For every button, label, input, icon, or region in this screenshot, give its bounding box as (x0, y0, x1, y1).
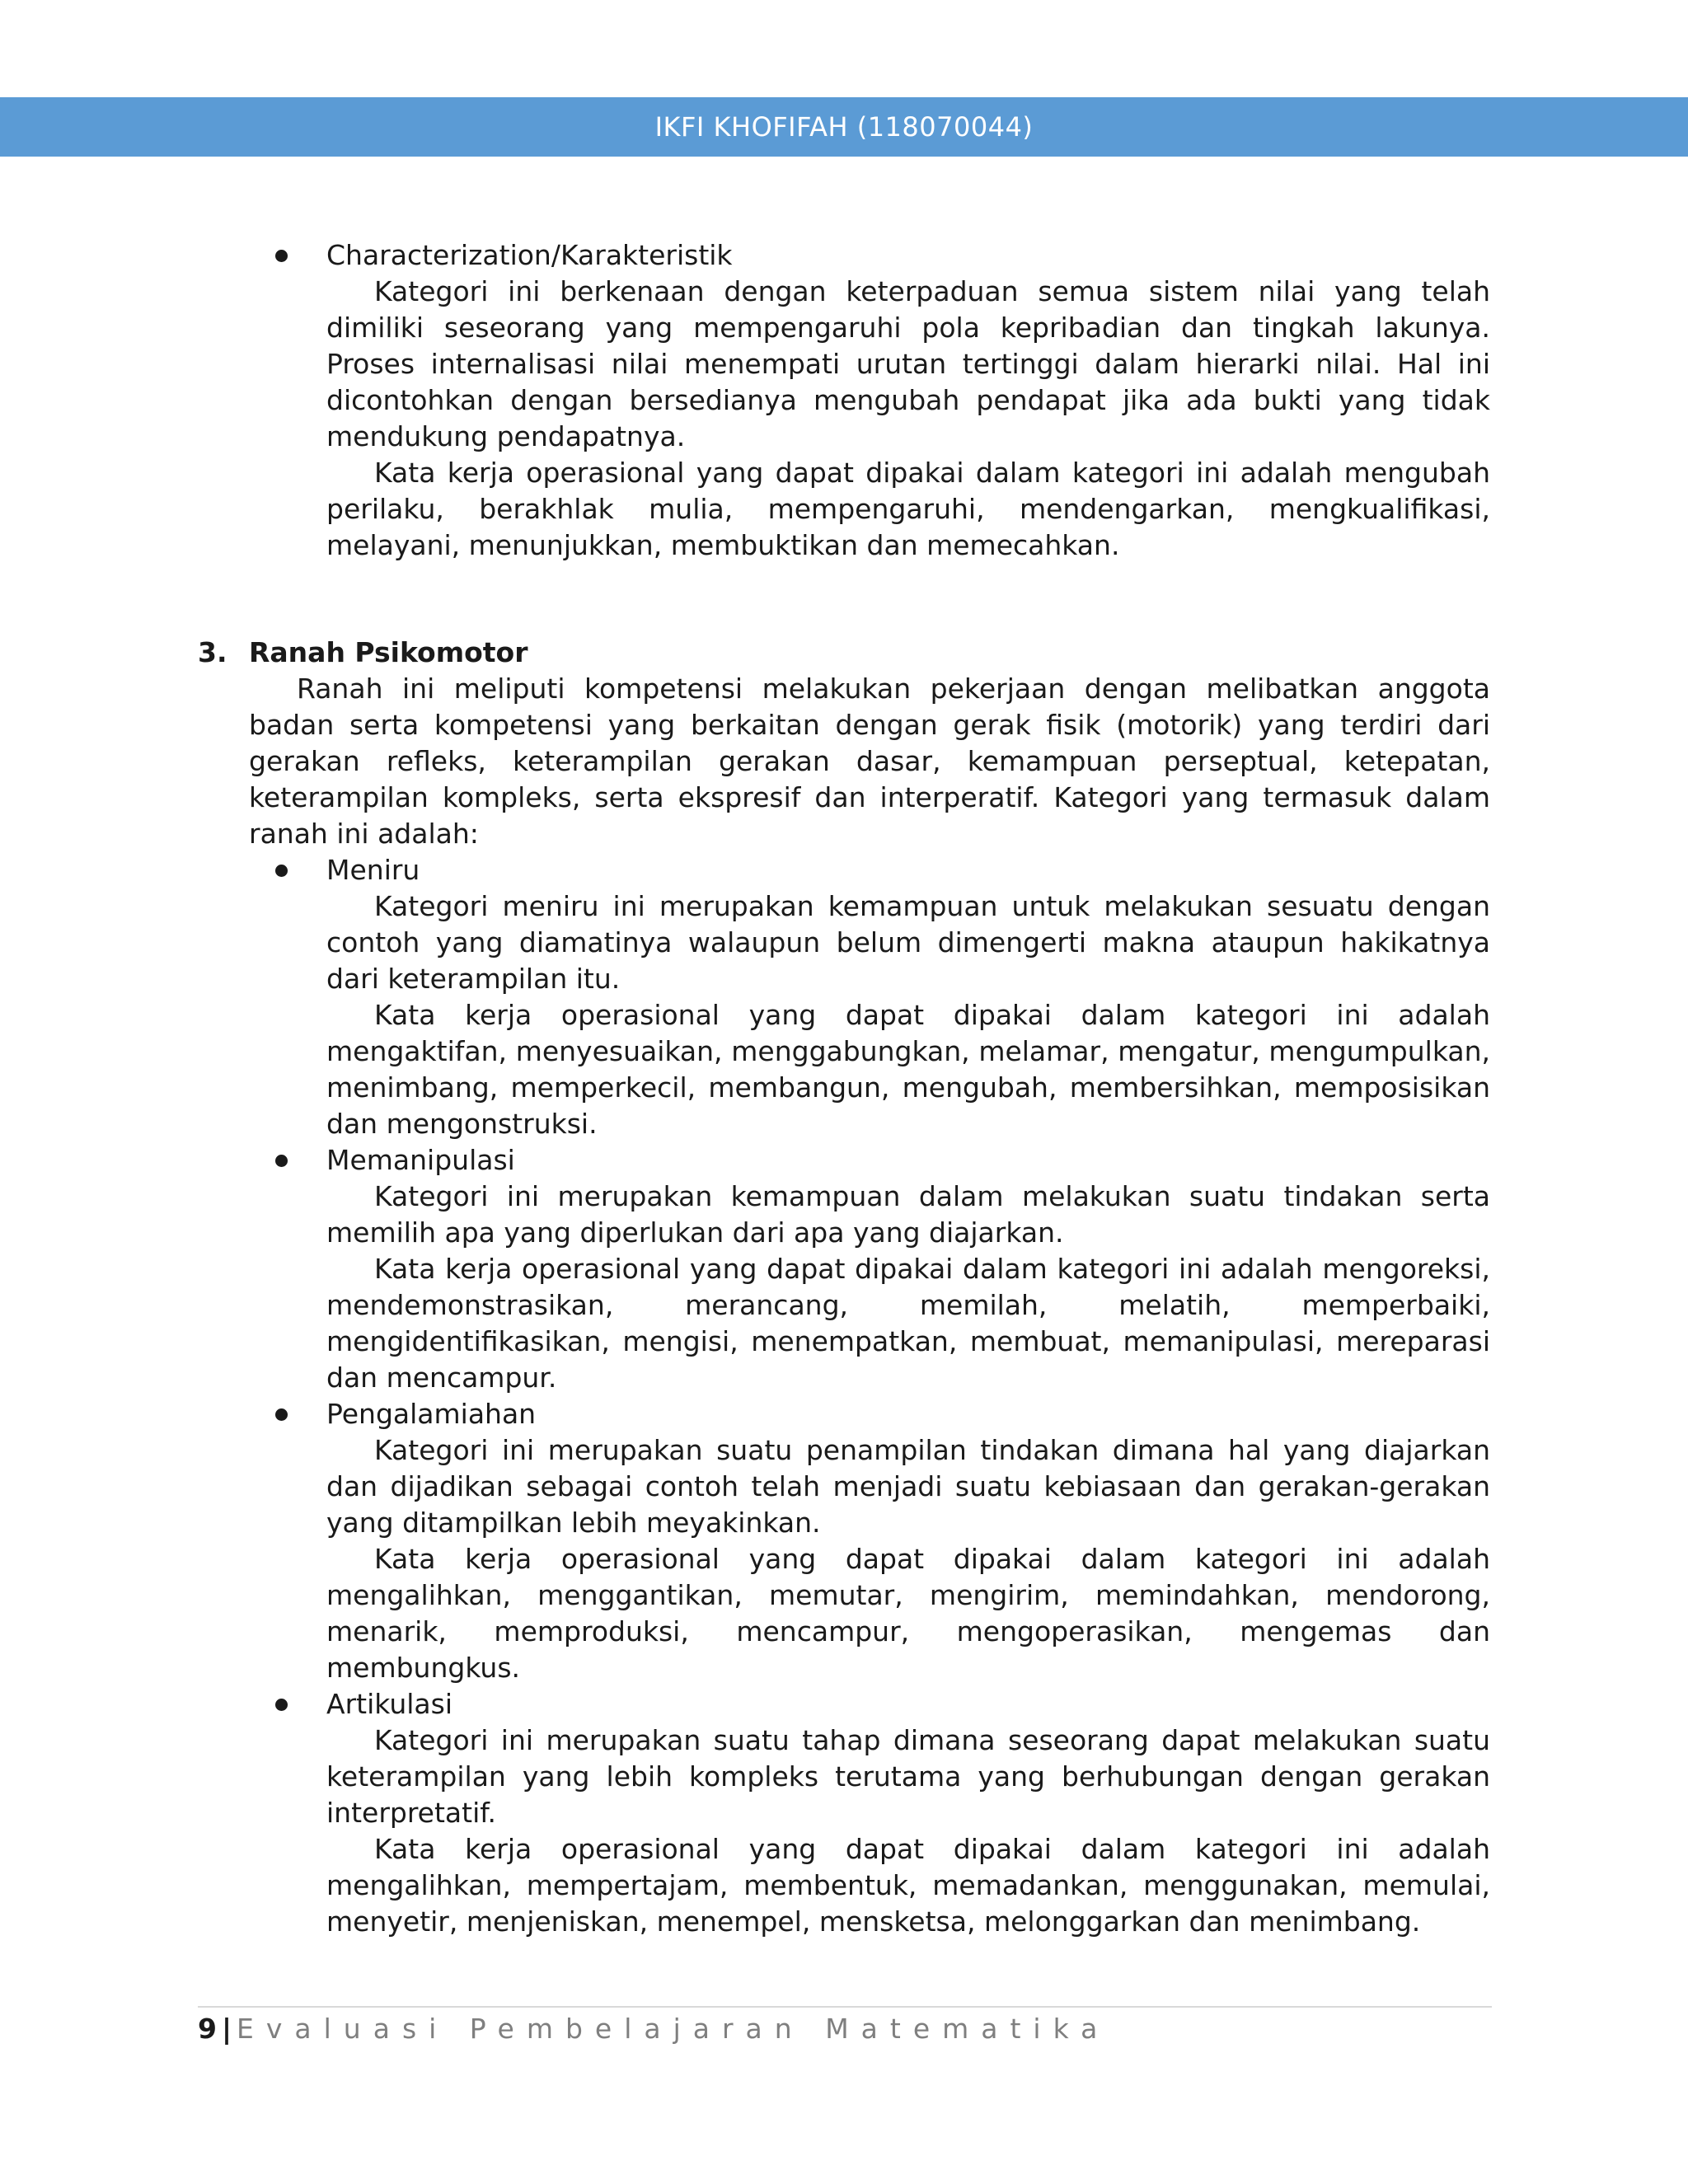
bullet-characterization (326, 237, 1490, 564)
bullet-title: Pengalamiahan (326, 1398, 537, 1430)
bullet-dot-icon (275, 865, 288, 877)
paragraph: Kata kerja operasional yang dapat dipakai dalam kategori ini adalah mengubah perilaku, berakhlak mulia, mempengaruhi, mendengarkan, mengkualifikasi, melayani, menunjukkan, membuktikan dan memecahkan. (326, 457, 1490, 561)
section-intro: Ranah ini meliputi kompetensi melakukan pekerjaan dengan melibatkan anggota badan serta kompetensi yang berkaitan dengan gerak fisik (motorik) yang terdiri dari gerakan refleks, keterampilan gerakan dasar, kemampuan perseptual, ketepatan, keterampilan kompleks, serta ekspresif dan interperatif. Kategori yang termasuk dalam ranah ini adalah: (249, 673, 1490, 850)
bullet-title: Characterization/Karakteristik (326, 239, 733, 271)
section-ranah-psikomotor (198, 635, 1490, 1940)
paragraph: Kategori ini merupakan suatu penampilan tindakan dimana hal yang diajarkan dan dijadikan sebagai contoh telah menjadi suatu kebiasaan dan gerakan-gerakan yang ditampilkan lebih meyakinkan. (326, 1434, 1490, 1539)
section-body (249, 671, 1490, 1940)
footer-separator: | (221, 2013, 232, 2045)
paragraph: Kategori ini merupakan kemampuan dalam melakukan suatu tindakan serta memilih apa yang diperlukan dari apa yang diajarkan. (326, 1180, 1490, 1249)
paragraph: Kata kerja operasional yang dapat dipakai dalam kategori ini adalah mengaktifan, menyesuaikan, menggabungkan, melamar, mengatur, mengumpulkan, menimbang, memperkecil, membangun, mengubah, membersihkan, memposisikan dan mengonstruksi. (326, 999, 1490, 1140)
bullet-artikulasi (326, 1686, 1490, 1940)
bullet-dot-icon (275, 250, 288, 262)
bullet-meniru (326, 852, 1490, 1142)
bullet-title: Meniru (326, 854, 420, 886)
bullet-dot-icon (275, 1408, 288, 1421)
bullet-title: Memanipulasi (326, 1144, 515, 1176)
bullet-dot-icon (275, 1155, 288, 1167)
paragraph: Kata kerja operasional yang dapat dipakai dalam kategori ini adalah mengalihkan, menggantikan, memutar, mengirim, memindahkan, mendorong, menarik, memproduksi, mencampur, mengoperasikan, mengemas dan membungkus. (326, 1543, 1490, 1684)
paragraph: Kategori meniru ini merupakan kemampuan untuk melakukan sesuatu dengan contoh yang diamatinya walaupun belum dimengerti makna ataupun hakikatnya dari keterampilan itu. (326, 890, 1490, 995)
section-number: 3. (198, 636, 227, 668)
page-content (198, 237, 1490, 1940)
paragraph: Kata kerja operasional yang dapat dipakai dalam kategori ini adalah mengoreksi, mendemonstrasikan, merancang, memilah, melatih, memperbaiki, mengidentifikasikan, mengisi, menempatkan, membuat, memanipulasi, mereparasi dan mencampur. (326, 1253, 1490, 1394)
page-number: 9 (198, 2013, 217, 2045)
footer-document-title: Evaluasi Pembelajaran Matematika (237, 2013, 1110, 2045)
page-footer (198, 2011, 1109, 2047)
footer-divider (198, 2006, 1492, 2008)
section-title: Ranah Psikomotor (249, 636, 528, 668)
paragraph: Kata kerja operasional yang dapat dipakai dalam kategori ini adalah mengalihkan, mempertajam, membentuk, memadankan, menggunakan, memulai, menyetir, menjeniskan, menempel, mensketsa, melonggarkan dan menimbang. (326, 1833, 1490, 1938)
paragraph: Kategori ini merupakan suatu tahap dimana seseorang dapat melakukan suatu keterampilan yang lebih kompleks terutama yang berhubungan dengan gerakan interpretatif. (326, 1724, 1490, 1829)
paragraph: Kategori ini berkenaan dengan keterpaduan semua sistem nilai yang telah dimiliki seseorang yang mempengaruhi pola kepribadian dan tingkah lakunya. Proses internalisasi nilai menempati urutan tertinggi dalam hierarki nilai. Hal ini dicontohkan dengan bersedianya mengubah pendapat jika ada bukti yang tidak mendukung pendapatnya. (326, 275, 1490, 452)
section-heading (198, 635, 1490, 671)
bullet-dot-icon (275, 1699, 288, 1711)
bullet-memanipulasi (326, 1142, 1490, 1396)
bullet-title: Artikulasi (326, 1688, 453, 1720)
bullet-pengalamiahan (326, 1396, 1490, 1686)
header-title: IKFI KHOFIFAH (118070044) (654, 111, 1034, 143)
header-band (0, 97, 1688, 157)
